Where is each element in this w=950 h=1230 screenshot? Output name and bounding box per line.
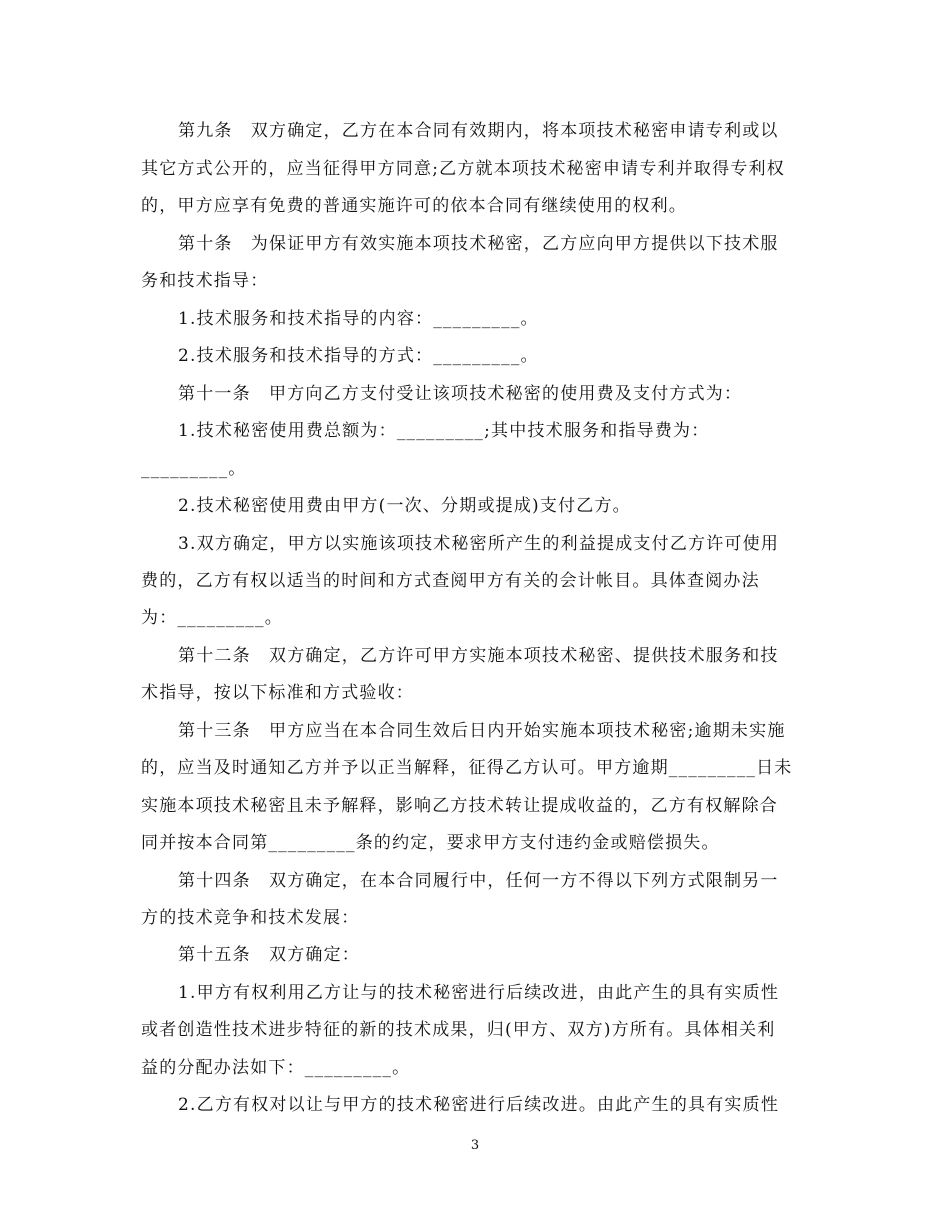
text-line: 第十三条 甲方应当在本合同生效后日内开始实施本项技术秘密;逾期未实施 bbox=[178, 721, 786, 741]
text-line: 务和技术指导： bbox=[141, 271, 269, 291]
page-number: 3 bbox=[470, 1138, 480, 1153]
text-line: 2.技术秘密使用费由甲方(一次、分期或提成)支付乙方。 bbox=[178, 496, 631, 516]
text-line: 第九条 双方确定，乙方在本合同有效期内，将本项技术秘密申请专利或以 bbox=[178, 121, 779, 141]
text-line: 1.技术秘密使用费总额为：_________;其中技术服务和指导费为： bbox=[178, 421, 710, 441]
text-line: 第十一条 甲方向乙方支付受让该项技术秘密的使用费及支付方式为： bbox=[178, 384, 743, 404]
text-line: 3.双方确定，甲方以实施该项技术秘密所产生的利益提成支付乙方许可使用 bbox=[178, 534, 780, 554]
text-line: 第十五条 双方确定： bbox=[178, 945, 360, 965]
text-line: 2.技术服务和技术指导的方式：_________。 bbox=[178, 346, 539, 366]
text-line: 第十二条 双方确定，乙方许可甲方实施本项技术秘密、提供技术服务和技 bbox=[178, 646, 779, 666]
text-line: 的，甲方应享有免费的普通实施许可的依本合同有继续使用的权利。 bbox=[141, 196, 687, 216]
text-line: 第十四条 双方确定，在本合同履行中，任何一方不得以下列方式限制另一 bbox=[178, 871, 779, 891]
text-line: 第十条 为保证甲方有效实施本项技术秘密，乙方应向甲方提供以下技术服 bbox=[178, 234, 779, 254]
text-line: 2.乙方有权对以让与甲方的技术秘密进行后续改进。由此产生的具有实质性 bbox=[178, 1095, 780, 1115]
text-line: 1.甲方有权利用乙方让与的技术秘密进行后续改进，由此产生的具有实质性 bbox=[178, 983, 780, 1003]
text-line: 1.技术服务和技术指导的内容：_________。 bbox=[178, 309, 539, 329]
text-line: 方的技术竞争和技术发展： bbox=[141, 908, 360, 928]
text-line: 实施本项技术秘密且未予解释，影响乙方技术转让提成收益的，乙方有权解除合 bbox=[141, 796, 778, 816]
text-line: 的，应当及时通知乙方并予以正当解释，征得乙方认可。甲方逾期_________日未 bbox=[141, 758, 793, 778]
text-line: 为：_________。 bbox=[141, 608, 283, 628]
text-line: 术指导，按以下标准和方式验收： bbox=[141, 683, 414, 703]
text-line: 其它方式公开的，应当征得甲方同意;乙方就本项技术秘密申请专利并取得专利权 bbox=[141, 159, 785, 179]
text-line: 或者创造性技术进步特征的新的技术成果，归(甲方、双方)方所有。具体相关利 bbox=[141, 1020, 776, 1040]
text-line: 费的，乙方有权以适当的时间和方式查阅甲方有关的会计帐目。具体查阅办法 bbox=[141, 571, 760, 591]
text-line: _________。 bbox=[141, 459, 247, 479]
text-line: 益的分配办法如下：_________。 bbox=[141, 1058, 411, 1078]
text-line: 同并按本合同第_________条的约定，要求甲方支付违约金或赔偿损失。 bbox=[141, 833, 720, 853]
